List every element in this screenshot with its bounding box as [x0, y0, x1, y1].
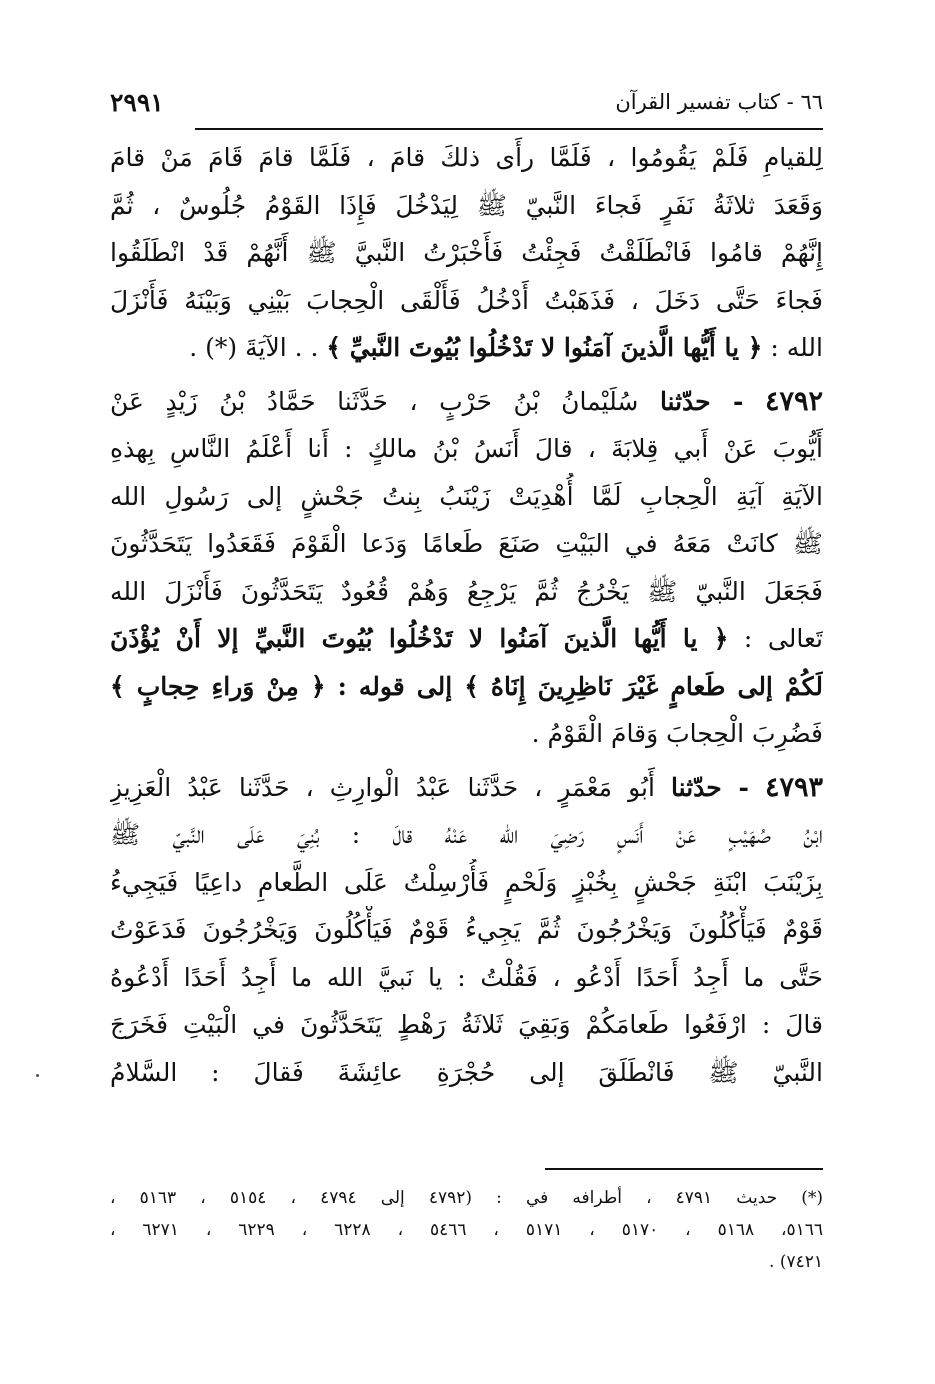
- page-body: [110, 134, 823, 1096]
- text-line: [110, 663, 823, 711]
- text-line: فَضُرِبَ الْحِجابَ وَقامَ الْقَوْمُ .: [531, 719, 823, 748]
- text-line: ابْنُ صُهَيْبٍ عَنْ أَنَسٍ رَضِيَ الله عَنْهُ قالَ : بُنِيَ عَلَى النَّبيّ ﷺ: [110, 820, 823, 849]
- text-line: وَقَعَدَ ثلاثَةُ نَفَرٍ فَجاءَ النَّبيّ ﷺ لِيَدْخُلَ فَإِذَا القَوْمُ جُلُوسٌ ، ثُمَّ: [110, 190, 823, 220]
- text-line: الآيَةِ آيَةِ الْحِجابِ لَمَّا أُهْدِيَتْ زَيْنَبُ بِنتُ جَحْشٍ إلى رَسُولِ الله: [110, 481, 823, 511]
- text-line: بِزَيْنَبَ ابْنَةِ جَحْشٍ بِخُبْزٍ وَلَحْمٍ فَأُرْسِلْتُ عَلَى الطَّعامِ داعِيًا فَيَجِيءُ: [110, 867, 823, 897]
- text-line: [110, 324, 823, 372]
- footnote-line: ٧٤٢١) .: [769, 1252, 823, 1272]
- text-line: لِلقيامِ فَلَمْ يَقُومُوا ، فَلَمَّا رأَى ذلكَ قامَ ، فَلَمَّا قامَ قَامَ مَنْ قامَ: [110, 143, 823, 172]
- hadith-head: - حدّثنا: [659, 386, 744, 416]
- scan-speck: [36, 1074, 39, 1077]
- hadith-number: ٤٧٩٣: [764, 771, 823, 803]
- footnote-line: (*) حديث ٤٧٩١ ، أطرافه في : (٤٧٩٢ إلى ٤٧٩٤ ، ٥١٥٤ ، ٥١٦٣ ،: [110, 1188, 823, 1208]
- text-line: أَيُّوبَ عَنْ أَبي قِلابَةَ ، قالَ أَنَسُ بْنُ مالكٍ : أَنا أَعْلَمُ النَّاسِ بِهذهِ: [110, 434, 823, 463]
- text-line: قالَ : ارْفَعُوا طَعامَكُمْ وَبَقِيَ ثَلاثَةُ رَهْطٍ يَتَحَدَّثُونَ في الْبَيْتِ فَخَرَجَ: [110, 1010, 823, 1039]
- text-line: إِنَّهُمْ قامُوا فَانْطَلَقْتُ فَجِئْتُ فَأَخْبَرْتُ النَّبيَّ ﷺ أَنَّهُمْ قَدْ انْطَلَقُوا: [110, 238, 823, 267]
- quran-verse: ﴿ مِنْ وَراءِ حِجابٍ ﴾: [110, 671, 326, 701]
- page-number: ٢٩٩١: [110, 88, 164, 117]
- text-line: فَجاءَ حَتَّى دَخَلَ ، فَذَهَبْتُ أَدْخُلُ فَأَلْقَى الْحِجابَ بَيْنِي وَبَيْنَهُ فَأَنْزَلَ: [110, 285, 823, 315]
- hadith-heading-line: [110, 378, 823, 426]
- text-span: سُلَيْمانُ بْنُ حَرْبٍ ، حَدَّثَنا حَمَّادُ بْنُ زَيْدٍ عَنْ: [110, 386, 639, 416]
- text-line: النَّبيّ ﷺ فَانْطَلَقَ إلى حُجْرَةِ عائِشَةَ فَقالَ : السَّلامُ: [110, 1057, 823, 1087]
- hadith-number: ٤٧٩٢: [764, 385, 823, 417]
- hadith-head: - حدّثنا: [671, 772, 749, 802]
- footnote-line: ٥١٦٦، ٥١٦٨ ، ٥١٧٠ ، ٥١٧١ ، ٥٤٦٦ ، ٦٢٢٨ ، ٦٢٢٩ ، ٦٢٧١ ،: [110, 1220, 823, 1240]
- footnote-rule: [545, 1168, 823, 1170]
- text-span: الله :: [762, 333, 823, 362]
- text-span: . . الآيَةَ (*) .: [189, 333, 327, 362]
- footnote: [110, 1182, 823, 1278]
- text-span: أَبُو مَعْمَرٍ ، حَدَّثَنا عَبْدُ الْوارِثِ ، حَدَّثَنا عَبْدُ الْعَزِيزِ: [110, 772, 655, 802]
- text-line: فَجَعَلَ النَّبيّ ﷺ يَخْرُجُ ثُمَّ يَرْجِعُ وَهُمْ قُعُودٌ يَتَحَدَّثُونَ فَأَنْزَلَ الله: [110, 576, 823, 606]
- text-line: ﷺ كانَتْ مَعَهُ في البَيْتِ صَنَعَ طَعامًا وَدَعا الْقَوْمَ فَقَعَدُوا يَتَحَدَّثُونَ: [110, 529, 823, 558]
- page-header: [110, 82, 823, 122]
- text-line: حَتَّى ما أَجِدُ أَحَدًا أَدْعُو ، فَقُلْتُ : يا نَبيَّ الله ما أَجِدُ أَحَدًا أَدْعُوهُ: [110, 962, 823, 992]
- hadith-heading-line: [110, 764, 823, 812]
- text-line: قَوْمٌ فَيَأْكُلُونَ وَيَخْرُجُونَ ثُمَّ يَجِيءُ قَوْمٌ فَيَأْكُلُونَ وَيَخْرُجُونَ فَدَعَوْتُ: [110, 915, 823, 944]
- header-rule: [195, 128, 823, 130]
- running-head: ٦٦ - كتاب تفسير القرآن: [615, 90, 823, 114]
- quran-verse: ﴿ يا أَيُّها الَّذينَ آمَنُوا لا تَدْخُلُوا بُيُوتَ النَّبيِّ إلا أَنْ يُؤْذَنَ: [110, 624, 729, 653]
- text-line: [110, 615, 823, 663]
- quran-verse: ﴿ يا أَيُّها الَّذينَ آمَنُوا لا تَدْخُلُوا بُيُوتَ النَّبيِّ ﴾: [326, 333, 763, 362]
- text-span: تَعالى :: [728, 624, 823, 653]
- quran-verse: لَكُمْ إلى طَعامٍ غَيْرَ نَاظِرِينَ إِنَاهُ ﴾ إلى قوله :: [325, 671, 823, 701]
